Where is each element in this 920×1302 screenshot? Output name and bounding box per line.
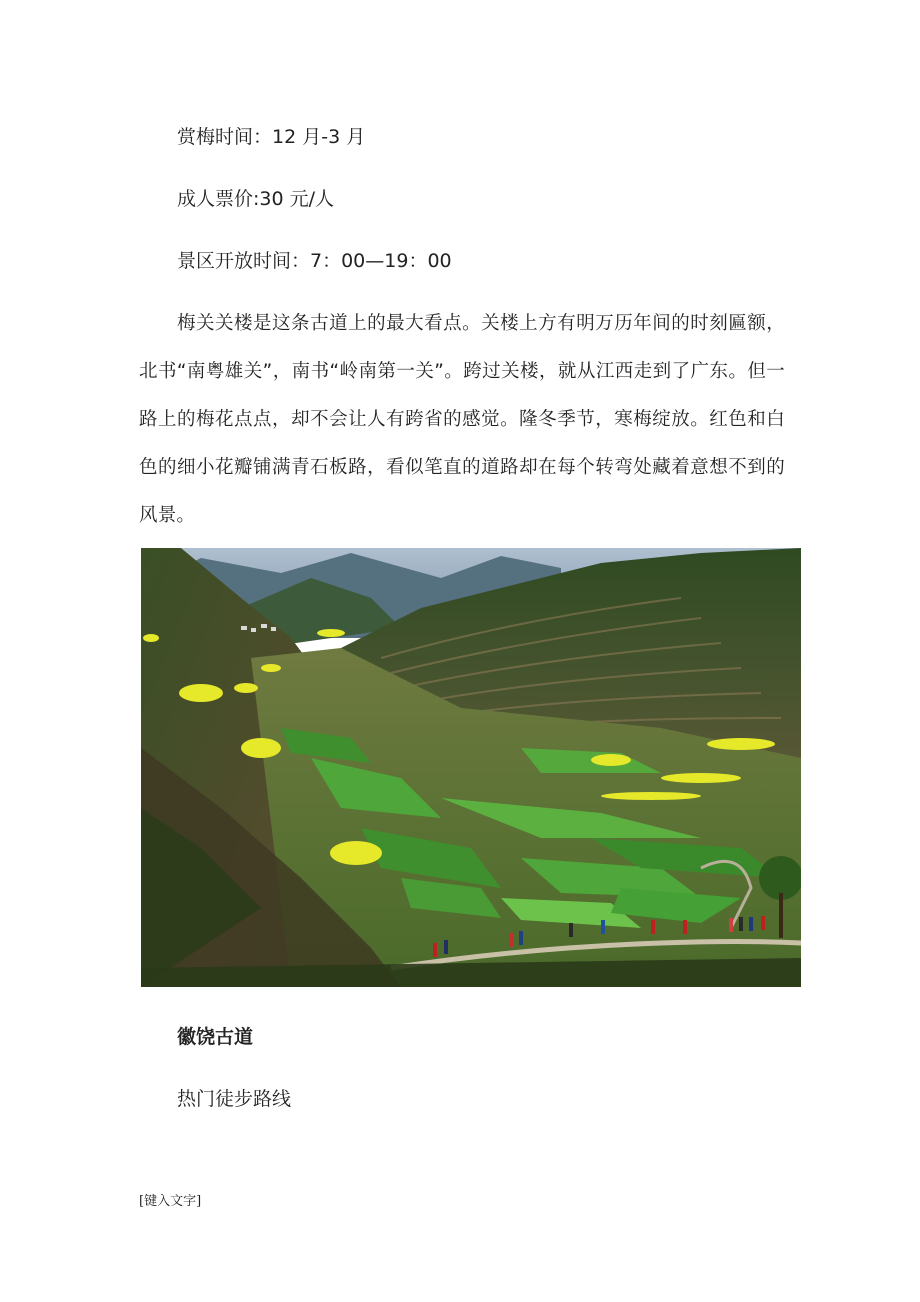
body-paragraph: 梅关关楼是这条古道上的最大看点。关楼上方有明万历年间的时刻匾额，北书“南粤雄关”，南书“岭南第一关”。跨过关楼，就从江西走到了广东。但一路上的梅花点点，却不会让人有跨省的感觉。隆冬季节，寒梅绽放。红色和白色的细小花瓣铺满青石板路，看似笔直的道路却在每个转弯处藏着意想不到的风景。 bbox=[139, 313, 785, 526]
ticket-price: 成人票价:30 元/人 bbox=[177, 188, 335, 210]
opening-hours: 景区开放时间：7：00—19：00 bbox=[177, 250, 452, 272]
section-subtitle: 热门徒步路线 bbox=[177, 1088, 292, 1110]
landscape-photo bbox=[141, 548, 801, 987]
plum-viewing-time: 赏梅时间：12 月-3 月 bbox=[177, 126, 366, 148]
footer-placeholder: [键入文字] bbox=[139, 1194, 202, 1209]
section-title: 徽饶古道 bbox=[177, 1026, 254, 1048]
